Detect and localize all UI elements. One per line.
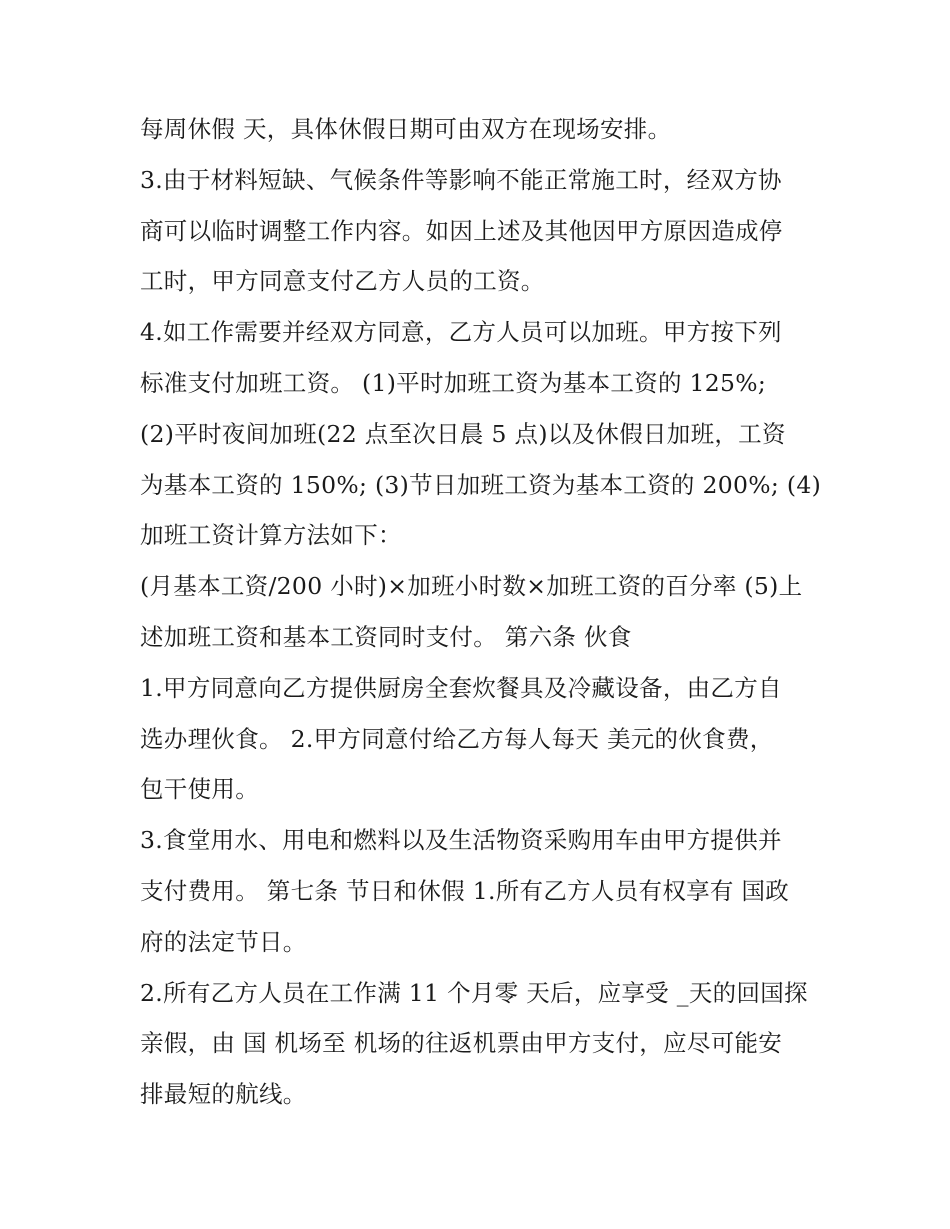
text-line: 府的法定节日。 [140, 927, 307, 956]
text-line: 2.所有乙方人员在工作满 11 个月零 天后，应享受 _天的回国探 [140, 978, 808, 1007]
text-line: 为基本工资的 150%; (3)节日加班工资为基本工资的 200%; (4) [140, 470, 822, 499]
text-line: 工时，甲方同意支付乙方人员的工资。 [140, 267, 545, 296]
text-line: 每周休假 天，具体休假日期可由双方在现场安排。 [140, 115, 672, 143]
text-line: 排最短的航线。 [140, 1080, 307, 1109]
text-line: 3.由于材料短缺、气候条件等影响不能正常施工时，经双方协 [140, 165, 782, 194]
text-line: 支付费用。 第七条 节日和休假 1.所有乙方人员有权享有 国政 [140, 876, 790, 905]
text-line: 4.如工作需要并经双方同意，乙方人员可以加班。甲方按下列 [140, 318, 782, 347]
text-line: 标准支付加班工资。 (1)平时加班工资为基本工资的 125%; [140, 368, 767, 397]
text-line: 加班工资计算方法如下： [140, 521, 402, 550]
text-line: (2)平时夜间加班(22 点至次日晨 5 点)以及休假日加班，工资 [140, 419, 786, 448]
body-text [140, 104, 830, 1120]
text-line: 选办理伙食。 2.甲方同意付给乙方每人每天 美元的伙食费， [140, 724, 774, 753]
text-line: 商可以临时调整工作内容。如因上述及其他因甲方原因造成停 [140, 216, 783, 245]
text-line: 3.食堂用水、用电和燃料以及生活物资采购用车由甲方提供并 [140, 826, 782, 855]
text-line: 包干使用。 [140, 775, 259, 804]
text-line: 述加班工资和基本工资同时支付。 第六条 伙食 [140, 622, 632, 651]
text-line: 亲假，由 国 机场至 机场的往返机票由甲方支付，应尽可能安 [140, 1029, 783, 1058]
text-line: (月基本工资/200 小时)×加班小时数×加班工资的百分率 (5)上 [140, 572, 803, 601]
text-line: 1.甲方同意向乙方提供厨房全套炊餐具及冷藏设备，由乙方自 [140, 673, 782, 702]
